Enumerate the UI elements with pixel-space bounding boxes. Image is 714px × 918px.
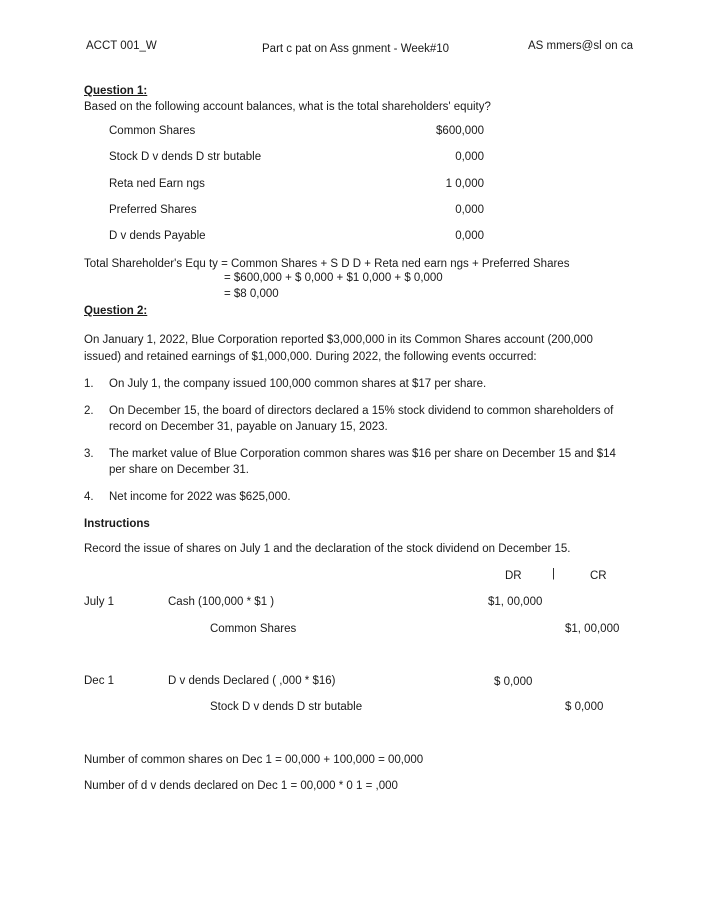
journal-column-separator: | (552, 568, 555, 580)
q1-result: = $8 0,000 (224, 288, 279, 300)
q1-account-value: 1 0,000 (445, 178, 484, 190)
journal-credit-account: Stock D v dends D str butable (210, 701, 363, 713)
q1-account-value: $600,000 (436, 125, 484, 137)
q2-item-text: Net income for 2022 was $625,000. (109, 491, 291, 503)
journal-debit-amount: $ 0,000 (494, 676, 533, 688)
journal-debit-account: D v dends Declared ( ,000 * $16) (168, 675, 336, 687)
q1-account-value: 0,000 (455, 204, 484, 216)
journal-credit-amount: $1, 00,000 (565, 623, 620, 635)
q1-account-label: Stock D v dends D str butable (109, 151, 262, 163)
instructions-heading: Instructions (84, 518, 150, 530)
instructions-text: Record the issue of shares on July 1 and the declaration of the stock dividend on December 15. (84, 543, 571, 555)
q1-account-value: 0,000 (455, 151, 484, 163)
journal-debit-amount: $1, 00,000 (488, 596, 543, 608)
q1-formula: Total Shareholder's Equ ty = Common Shares + S D D + Reta ned earn ngs + Preferred Shares (84, 258, 570, 270)
note-dividends-declared: Number of d v dends declared on Dec 1 = 00,000 * 0 1 = ,000 (84, 780, 398, 792)
q2-item-number: 3. (84, 448, 94, 460)
q2-item-number: 1. (84, 378, 94, 390)
header-email: AS mmers@sl on ca (528, 40, 633, 52)
journal-dr-header: DR (505, 570, 522, 582)
q2-item-number: 2. (84, 405, 94, 417)
q1-heading: Question 1: (84, 85, 148, 97)
q2-item-text: record on December 31, payable on January 15, 2023. (109, 421, 388, 433)
q2-item-text: per share on December 31. (109, 464, 249, 476)
q2-intro-line: On January 1, 2022, Blue Corporation reported $3,000,000 in its Common Shares account (200,000 (84, 334, 593, 346)
q2-heading: Question 2: (84, 305, 148, 317)
q2-item-text: On December 15, the board of directors declared a 15% stock dividend to common shareholders of (109, 405, 614, 417)
journal-credit-amount: $ 0,000 (565, 701, 604, 713)
q1-account-label: Preferred Shares (109, 204, 197, 216)
journal-cr-header: CR (590, 570, 607, 582)
journal-entry-date: July 1 (84, 596, 115, 608)
q1-account-label: Reta ned Earn ngs (109, 178, 205, 190)
q2-item-text: On July 1, the company issued 100,000 common shares at $17 per share. (109, 378, 487, 390)
journal-debit-account: Cash (100,000 * $1 ) (168, 596, 275, 608)
q1-calculation: = $600,000 + $ 0,000 + $1 0,000 + $ 0,000 (224, 272, 443, 284)
q1-account-value: 0,000 (455, 230, 484, 242)
header-title: Part c pat on Ass gnment - Week#10 (262, 43, 450, 55)
header-course-code: ACCT 001_W (86, 40, 157, 52)
note-common-shares: Number of common shares on Dec 1 = 00,000 + 100,000 = 00,000 (84, 754, 424, 766)
q1-account-label: D v dends Payable (109, 230, 206, 242)
q1-account-label: Common Shares (109, 125, 196, 137)
journal-credit-account: Common Shares (210, 623, 297, 635)
q2-item-number: 4. (84, 491, 94, 503)
journal-entry-date: Dec 1 (84, 675, 115, 687)
q2-intro-line: issued) and retained earnings of $1,000,000. During 2022, the following events occurred: (84, 351, 537, 363)
q1-prompt: Based on the following account balances, what is the total shareholders' equity? (84, 101, 491, 113)
q2-item-text: The market value of Blue Corporation common shares was $16 per share on December 15 and $14 (109, 448, 616, 460)
